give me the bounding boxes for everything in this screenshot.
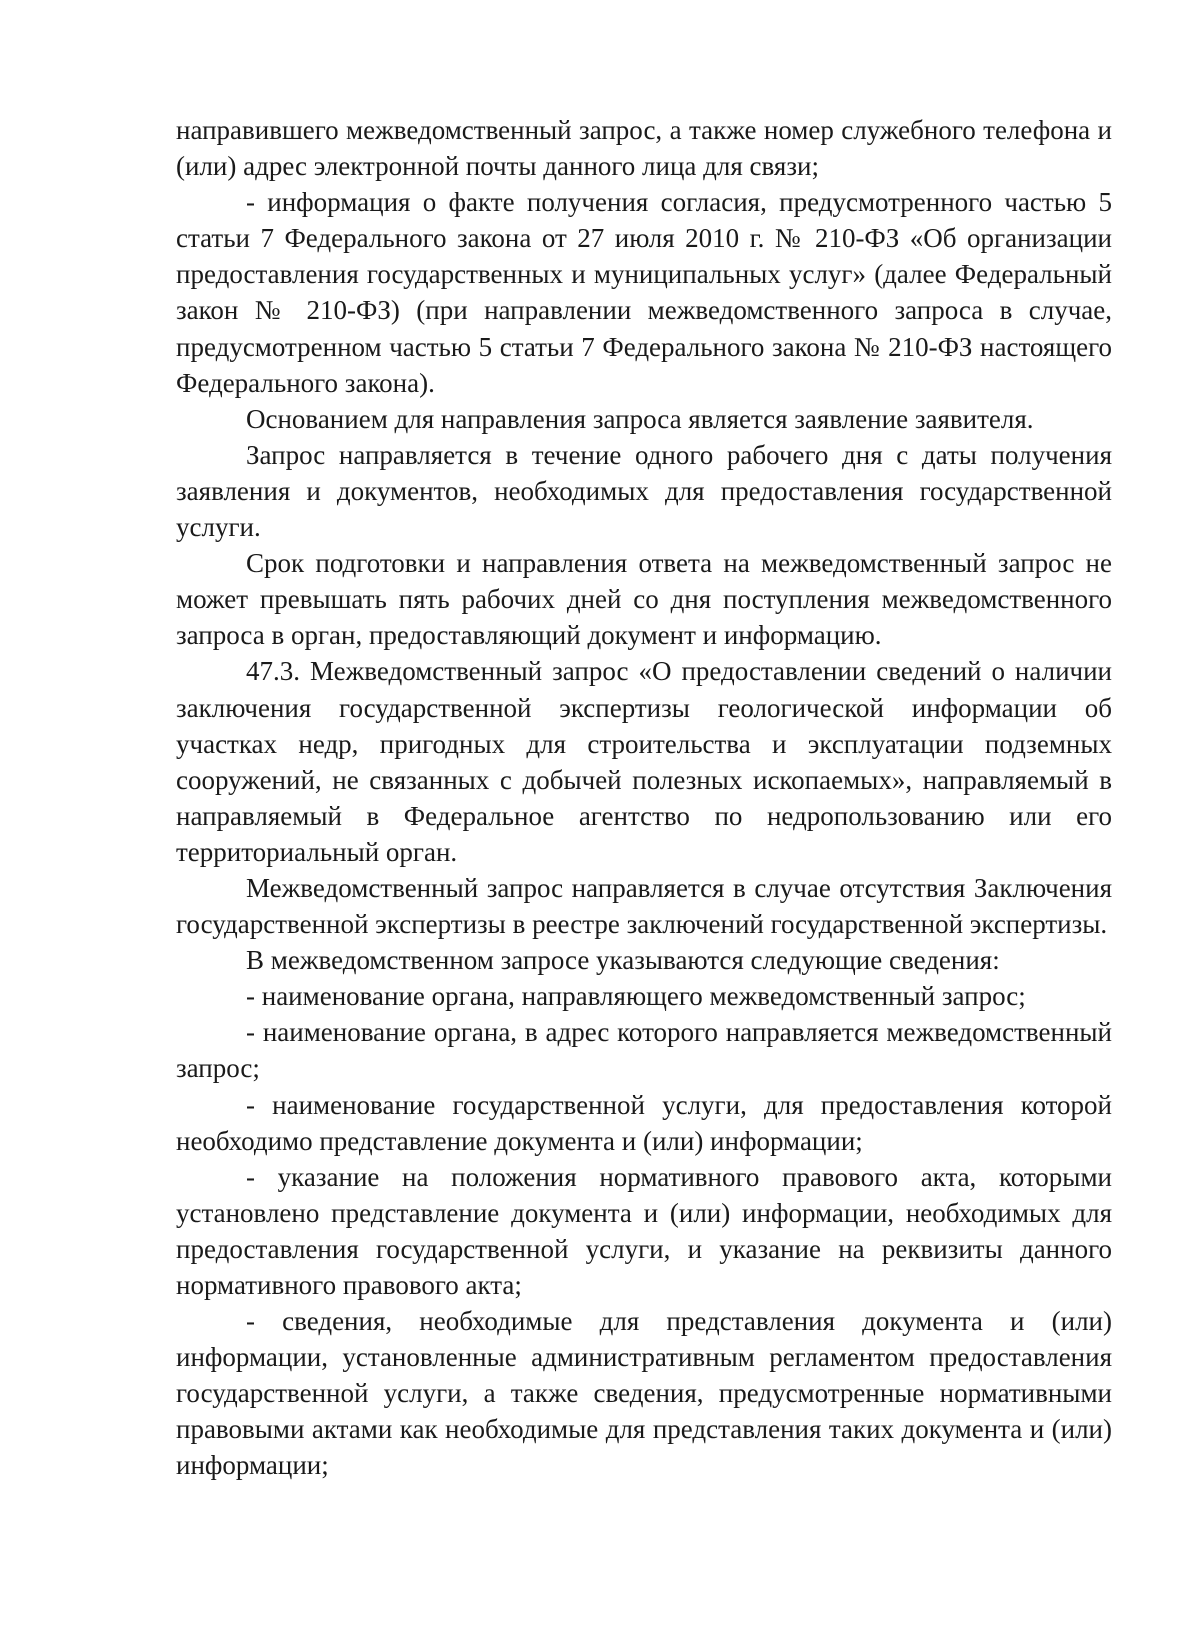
paragraph-section-47-3: 47.3. Межведомственный запрос «О предоставлении сведений о наличии заключения государственной экспертизы геологической информации об участках недр, пригодных для строительства и эксплуатации подземных сооружений, не связанных с добычей полезных ископаемых», направляемый в направляемый в Федеральное агентство по недропользованию или его территориальный орган. xyxy=(176,656,1112,867)
paragraph-basis: Основанием для направления запроса является заявление заявителя. xyxy=(246,403,1034,434)
list-item-sender-name: - наименование органа, направляющего межведомственный запрос; xyxy=(246,981,1026,1012)
paragraph-consent-info: - информация о факте получения согласия, предусмотренного частью 5 статьи 7 Федерального закона от 27 июля 2010 г. № 210-ФЗ «Об организации предоставления государственных и муниципальных услуг» (далее Федеральный закон № 210-ФЗ) (при направлении межведомственного запроса в случае, предусмотренном частью 5 статьи 7 Федерального закона № 210-ФЗ настоящего Федерального закона). xyxy=(176,187,1112,398)
paragraph-continuation: направившего межведомственный запрос, а также номер служебного телефона и (или) адрес электронной почты данного лица для связи; xyxy=(176,115,1112,182)
paragraph-response-deadline: Срок подготовки и направления ответа на межведомственный запрос не может превышать пять рабочих дней со дня поступления межведомственного запроса в орган, предоставляющий документ и информацию. xyxy=(176,548,1112,651)
paragraph-request-contents: В межведомственном запросе указываются следующие сведения: xyxy=(246,945,1000,976)
list-item-service-name: - наименование государственной услуги, для предоставления которой необходимо представление документа и (или) информации; xyxy=(176,1089,1112,1156)
list-item-required-info: - сведения, необходимые для представления документа и (или) информации, установленные административным регламентом предоставления государственной услуги, а также сведения, предусмотренные нормативными правовыми актами как необходимые для представления таких документа и (или) информации; xyxy=(176,1306,1112,1481)
paragraph-request-condition: Межведомственный запрос направляется в случае отсутствия Заключения государственной экспертизы в реестре заключений государственной экспертизы. xyxy=(176,872,1112,940)
list-item-legal-provisions: - указание на положения нормативного правового акта, которыми установлено представление документа и (или) информации, необходимых для предоставления государственной услуги, и указание на реквизиты данного нормативного правового акта; xyxy=(176,1161,1112,1300)
paragraph-request-timing: Запрос направляется в течение одного рабочего дня с даты получения заявления и документов, необходимых для предоставления государственной услуги. xyxy=(176,439,1112,543)
list-item-recipient-name: - наименование органа, в адрес которого направляется межведомственный запрос; xyxy=(176,1017,1112,1084)
document-body xyxy=(176,112,1112,1484)
